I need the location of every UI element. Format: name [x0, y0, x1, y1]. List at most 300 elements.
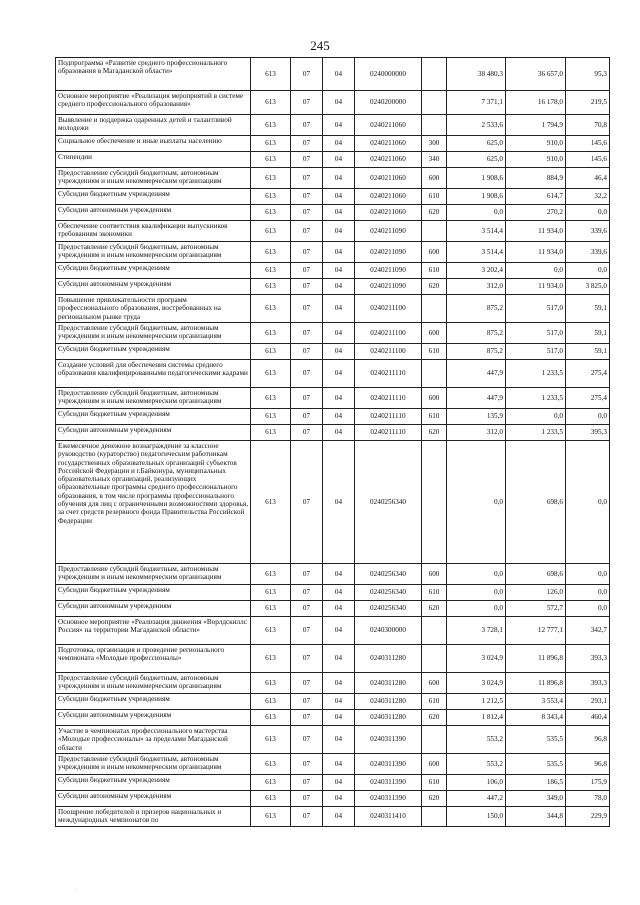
row-subsection: 04	[323, 673, 355, 694]
table-row	[56, 601, 610, 617]
row-subsection: 04	[323, 617, 355, 645]
row-value-2020: 625,0	[447, 152, 506, 168]
row-code: 613	[251, 115, 291, 136]
row-name: Субсидии автономным учреждениям	[56, 279, 251, 295]
row-name: Субсидии бюджетным учреждениям	[56, 263, 251, 279]
row-article: 0240311280	[355, 710, 422, 726]
row-section: 07	[291, 58, 323, 91]
row-section: 07	[291, 710, 323, 726]
row-code: 613	[251, 564, 291, 585]
table-row	[56, 152, 610, 168]
row-value-2021: 16 178,0	[506, 91, 566, 115]
row-value-percent: 0,0	[566, 263, 610, 279]
table-row	[56, 775, 610, 791]
row-value-percent: 275,4	[566, 388, 610, 409]
row-article: 0240211060	[355, 189, 422, 205]
row-code: 613	[251, 585, 291, 601]
row-article: 0240311390	[355, 791, 422, 807]
row-section: 07	[291, 441, 323, 564]
row-value-2020: 0,0	[447, 441, 506, 564]
row-value-percent: 175,9	[566, 775, 610, 791]
row-code: 613	[251, 388, 291, 409]
row-subsection: 04	[323, 168, 355, 189]
row-type	[422, 221, 447, 242]
row-subsection: 04	[323, 585, 355, 601]
row-code: 613	[251, 791, 291, 807]
row-code: 613	[251, 617, 291, 645]
table-row	[56, 115, 610, 136]
row-subsection: 04	[323, 360, 355, 388]
row-section: 07	[291, 694, 323, 710]
row-section: 07	[291, 168, 323, 189]
row-type: 600	[422, 754, 447, 775]
row-subsection: 04	[323, 344, 355, 360]
row-article: 0240256340	[355, 585, 422, 601]
footer-mark: .	[76, 886, 78, 892]
row-value-2020: 312,0	[447, 425, 506, 441]
row-section: 07	[291, 601, 323, 617]
row-value-2021: 0,0	[506, 409, 566, 425]
row-code: 613	[251, 58, 291, 91]
row-value-2021: 11 896,8	[506, 645, 566, 673]
row-name: Предоставление субсидий бюджетным, автономным учреждениям и иным некоммерческим организациям	[56, 242, 251, 263]
row-name: Участие в чемпионатах профессионального мастерства «Молодые профессионалы» за пределами Магаданской области	[56, 726, 251, 754]
row-article: 0240256340	[355, 601, 422, 617]
table-row	[56, 564, 610, 585]
row-value-percent: 145,6	[566, 136, 610, 152]
row-name: Субсидии автономным учреждениям	[56, 710, 251, 726]
row-value-percent: 275,4	[566, 360, 610, 388]
row-code: 613	[251, 425, 291, 441]
table-row	[56, 136, 610, 152]
row-section: 07	[291, 189, 323, 205]
row-section: 07	[291, 425, 323, 441]
row-subsection: 04	[323, 91, 355, 115]
row-article: 0240211090	[355, 279, 422, 295]
row-name: Предоставление субсидий бюджетным, автономным учреждениям и иным некоммерческим организациям	[56, 388, 251, 409]
table-row	[56, 673, 610, 694]
table-row	[56, 279, 610, 295]
row-code: 613	[251, 710, 291, 726]
row-subsection: 04	[323, 221, 355, 242]
row-value-2021: 1 233,5	[506, 425, 566, 441]
table-row	[56, 409, 610, 425]
row-article: 0240211100	[355, 323, 422, 344]
row-article: 0240211060	[355, 168, 422, 189]
row-name: Создание условий для обеспечения системы среднего образования квалифицированными педагогическими кадрами	[56, 360, 251, 388]
row-subsection: 04	[323, 242, 355, 263]
row-value-2021: 1 233,5	[506, 388, 566, 409]
row-subsection: 04	[323, 564, 355, 585]
row-value-2020: 312,0	[447, 279, 506, 295]
row-value-2021: 349,0	[506, 791, 566, 807]
row-value-2021: 12 777,1	[506, 617, 566, 645]
row-value-percent: 95,3	[566, 58, 610, 91]
row-value-2020: 0,0	[447, 601, 506, 617]
row-name: Предоставление субсидий бюджетным, автономным учреждениям и иным некоммерческим организациям	[56, 673, 251, 694]
row-value-percent: 59,1	[566, 344, 610, 360]
row-value-percent: 0,0	[566, 585, 610, 601]
row-article: 0240211110	[355, 425, 422, 441]
row-name: Субсидии бюджетным учреждениям	[56, 409, 251, 425]
row-value-2020: 0,0	[447, 564, 506, 585]
row-type: 600	[422, 168, 447, 189]
row-code: 613	[251, 242, 291, 263]
row-value-percent: 0,0	[566, 409, 610, 425]
row-subsection: 04	[323, 323, 355, 344]
row-type: 610	[422, 344, 447, 360]
row-section: 07	[291, 323, 323, 344]
table-row	[56, 58, 610, 91]
row-value-percent: 219,5	[566, 91, 610, 115]
row-name: Повышение привлекательности программ профессионального образования, востребованных на региональном рынке труда	[56, 295, 251, 323]
row-value-percent: 0,0	[566, 205, 610, 221]
row-subsection: 04	[323, 388, 355, 409]
row-value-2021: 11 934,0	[506, 221, 566, 242]
row-name: Субсидии бюджетным учреждениям	[56, 694, 251, 710]
row-name: Социальное обеспечение и иные выплаты населению	[56, 136, 251, 152]
row-value-2020: 0,0	[447, 585, 506, 601]
row-article: 0240211100	[355, 295, 422, 323]
row-subsection: 04	[323, 205, 355, 221]
row-value-2021: 1 794,9	[506, 115, 566, 136]
row-name: Предоставление субсидий бюджетным, автономным учреждениям и иным некоммерческим организациям	[56, 323, 251, 344]
row-value-2020: 875,2	[447, 323, 506, 344]
row-value-2021: 11 896,8	[506, 673, 566, 694]
row-name: Субсидии бюджетным учреждениям	[56, 344, 251, 360]
row-section: 07	[291, 775, 323, 791]
row-code: 613	[251, 189, 291, 205]
row-value-2021: 11 934,0	[506, 242, 566, 263]
row-code: 613	[251, 807, 291, 827]
row-code: 613	[251, 221, 291, 242]
row-code: 613	[251, 694, 291, 710]
row-code: 613	[251, 645, 291, 673]
row-name: Подпрограмма «Развитие среднего профессионального образования в Магаданской области»	[56, 58, 251, 91]
row-code: 613	[251, 726, 291, 754]
row-name: Субсидии автономным учреждениям	[56, 205, 251, 221]
row-article: 0240211060	[355, 205, 422, 221]
row-name: Ежемесячное денежное вознаграждение за классное руководство (кураторство) педагогическим работникам государственных образовательных организаций субъектов Российской Федерации и г.Байконура, муниципальных образовательных организаций, реализующих образовательные программы среднего профессионального образования, в том числе программы профессионального обучения для лиц с ограниченными возможностями здоровья, за счет средств резервного фонда Правительства Российской Федерации	[56, 441, 251, 564]
row-value-2020: 150,0	[447, 807, 506, 827]
row-type	[422, 360, 447, 388]
row-article: 0240211110	[355, 388, 422, 409]
table-row	[56, 585, 610, 601]
row-code: 613	[251, 263, 291, 279]
row-article: 0240311280	[355, 673, 422, 694]
row-code: 613	[251, 673, 291, 694]
row-code: 613	[251, 91, 291, 115]
row-section: 07	[291, 263, 323, 279]
row-type: 620	[422, 279, 447, 295]
row-value-2021: 614,7	[506, 189, 566, 205]
table-row	[56, 617, 610, 645]
row-value-percent: 339,6	[566, 221, 610, 242]
row-name: Субсидии автономным учреждениям	[56, 601, 251, 617]
row-article: 0240311390	[355, 775, 422, 791]
row-subsection: 04	[323, 152, 355, 168]
row-code: 613	[251, 775, 291, 791]
row-subsection: 04	[323, 601, 355, 617]
row-subsection: 04	[323, 263, 355, 279]
row-section: 07	[291, 221, 323, 242]
row-value-percent: 3 825,0	[566, 279, 610, 295]
table-row	[56, 323, 610, 344]
table-row	[56, 221, 610, 242]
row-value-2020: 3 514,4	[447, 221, 506, 242]
row-name: Предоставление субсидий бюджетным, автономным учреждениям и иным некоммерческим организациям	[56, 564, 251, 585]
row-article: 0240311280	[355, 694, 422, 710]
row-code: 613	[251, 360, 291, 388]
row-article: 0240311390	[355, 726, 422, 754]
table-row	[56, 91, 610, 115]
row-type: 600	[422, 673, 447, 694]
row-code: 613	[251, 295, 291, 323]
row-type	[422, 58, 447, 91]
row-value-2021: 910,0	[506, 136, 566, 152]
table-row	[56, 710, 610, 726]
row-type	[422, 645, 447, 673]
row-value-percent: 70,8	[566, 115, 610, 136]
row-value-2021: 11 934,0	[506, 279, 566, 295]
row-section: 07	[291, 726, 323, 754]
row-article: 0240311390	[355, 754, 422, 775]
row-section: 07	[291, 115, 323, 136]
row-article: 0240211110	[355, 409, 422, 425]
row-name: Основное мероприятие «Реализация движения «Ворлдскиллс Россия» на территории Магаданской области»	[56, 617, 251, 645]
table-row	[56, 205, 610, 221]
page-number: 245	[310, 38, 330, 53]
row-code: 613	[251, 136, 291, 152]
row-type	[422, 807, 447, 827]
table-row	[56, 754, 610, 775]
row-section: 07	[291, 152, 323, 168]
row-section: 07	[291, 344, 323, 360]
row-value-2020: 3 024,9	[447, 645, 506, 673]
row-article: 0240300000	[355, 617, 422, 645]
row-section: 07	[291, 673, 323, 694]
row-value-percent: 78,0	[566, 791, 610, 807]
row-value-2020: 447,2	[447, 791, 506, 807]
row-value-2020: 3 024,9	[447, 673, 506, 694]
row-value-percent: 229,9	[566, 807, 610, 827]
row-value-percent: 460,4	[566, 710, 610, 726]
row-value-2020: 447,9	[447, 360, 506, 388]
row-article: 0240211090	[355, 221, 422, 242]
row-name: Субсидии автономным учреждениям	[56, 791, 251, 807]
row-section: 07	[291, 136, 323, 152]
table-row	[56, 791, 610, 807]
budget-table	[55, 57, 610, 827]
row-article: 0240311410	[355, 807, 422, 827]
row-type: 600	[422, 242, 447, 263]
row-name: Подготовка, организация и проведение регионального чемпионата «Молодые профессионалы»	[56, 645, 251, 673]
table-row	[56, 189, 610, 205]
row-value-2021: 910,0	[506, 152, 566, 168]
row-type: 610	[422, 263, 447, 279]
row-value-2021: 0,0	[506, 263, 566, 279]
row-subsection: 04	[323, 279, 355, 295]
row-section: 07	[291, 279, 323, 295]
row-value-2021: 1 233,5	[506, 360, 566, 388]
row-name: Основное мероприятие «Реализация мероприятий в системе среднего профессионального образования»	[56, 91, 251, 115]
row-code: 613	[251, 168, 291, 189]
row-value-percent: 393,3	[566, 673, 610, 694]
row-value-percent: 393,3	[566, 645, 610, 673]
row-value-2020: 1 212,5	[447, 694, 506, 710]
table-row	[56, 807, 610, 827]
row-value-2020: 625,0	[447, 136, 506, 152]
row-value-percent: 339,6	[566, 242, 610, 263]
row-section: 07	[291, 91, 323, 115]
row-type: 610	[422, 585, 447, 601]
row-type	[422, 295, 447, 323]
row-value-2020: 1 908,6	[447, 168, 506, 189]
table-row	[56, 242, 610, 263]
row-type: 300	[422, 136, 447, 152]
row-value-2020: 1 812,4	[447, 710, 506, 726]
row-value-percent: 59,1	[566, 295, 610, 323]
row-type	[422, 91, 447, 115]
row-code: 613	[251, 279, 291, 295]
row-subsection: 04	[323, 754, 355, 775]
row-value-2021: 186,5	[506, 775, 566, 791]
table-row	[56, 360, 610, 388]
row-article: 0240211060	[355, 136, 422, 152]
row-value-2021: 517,0	[506, 323, 566, 344]
row-subsection: 04	[323, 694, 355, 710]
row-type: 620	[422, 710, 447, 726]
row-article: 0240211100	[355, 344, 422, 360]
row-value-2021: 270,2	[506, 205, 566, 221]
row-value-percent: 96,8	[566, 726, 610, 754]
row-value-percent: 46,4	[566, 168, 610, 189]
row-value-2021: 535,5	[506, 754, 566, 775]
row-value-2021: 36 657,0	[506, 58, 566, 91]
row-value-2021: 126,0	[506, 585, 566, 601]
row-value-2020: 553,2	[447, 726, 506, 754]
row-type: 340	[422, 152, 447, 168]
row-section: 07	[291, 388, 323, 409]
row-value-2020: 3 202,4	[447, 263, 506, 279]
row-name: Поощрение победителей и призеров национальных и международных чемпионатов по	[56, 807, 251, 827]
row-section: 07	[291, 791, 323, 807]
row-value-2021: 344,8	[506, 807, 566, 827]
row-type: 610	[422, 694, 447, 710]
row-section: 07	[291, 409, 323, 425]
row-type: 610	[422, 775, 447, 791]
row-code: 613	[251, 323, 291, 344]
table-row	[56, 441, 610, 564]
row-value-2021: 698,6	[506, 564, 566, 585]
row-value-2020: 875,2	[447, 344, 506, 360]
row-name: Стипендии	[56, 152, 251, 168]
row-value-percent: 96,8	[566, 754, 610, 775]
row-article: 0240000000	[355, 58, 422, 91]
row-section: 07	[291, 645, 323, 673]
row-type	[422, 115, 447, 136]
row-subsection: 04	[323, 807, 355, 827]
table-row	[56, 645, 610, 673]
row-type	[422, 726, 447, 754]
row-name: Предоставление субсидий бюджетным, автономным учреждениям и иным некоммерческим организациям	[56, 168, 251, 189]
row-value-percent: 293,1	[566, 694, 610, 710]
row-name: Выявление и поддержка одаренных детей и талантливой молодежи	[56, 115, 251, 136]
row-section: 07	[291, 205, 323, 221]
row-subsection: 04	[323, 136, 355, 152]
row-name: Предоставление субсидий бюджетным, автономным учреждениям и иным некоммерческим организациям	[56, 754, 251, 775]
row-value-2020: 553,2	[447, 754, 506, 775]
row-type: 600	[422, 564, 447, 585]
row-value-2020: 3 514,4	[447, 242, 506, 263]
row-subsection: 04	[323, 425, 355, 441]
row-type: 620	[422, 205, 447, 221]
row-value-2021: 572,7	[506, 601, 566, 617]
row-type: 600	[422, 388, 447, 409]
row-value-2020: 1 908,6	[447, 189, 506, 205]
row-value-2021: 3 553,4	[506, 694, 566, 710]
row-value-2021: 698,6	[506, 441, 566, 564]
row-article: 0240256340	[355, 564, 422, 585]
row-value-2021: 517,0	[506, 344, 566, 360]
row-subsection: 04	[323, 58, 355, 91]
row-article: 0240211110	[355, 360, 422, 388]
row-code: 613	[251, 441, 291, 564]
row-article: 0240211060	[355, 115, 422, 136]
row-subsection: 04	[323, 189, 355, 205]
table-row	[56, 726, 610, 754]
row-section: 07	[291, 585, 323, 601]
row-section: 07	[291, 617, 323, 645]
row-subsection: 04	[323, 775, 355, 791]
row-value-2021: 517,0	[506, 295, 566, 323]
row-section: 07	[291, 754, 323, 775]
row-name: Субсидии бюджетным учреждениям	[56, 189, 251, 205]
row-article: 0240311280	[355, 645, 422, 673]
row-type: 610	[422, 409, 447, 425]
row-article: 0240256340	[355, 441, 422, 564]
row-subsection: 04	[323, 645, 355, 673]
row-type: 610	[422, 189, 447, 205]
row-section: 07	[291, 295, 323, 323]
row-value-percent: 342,7	[566, 617, 610, 645]
row-subsection: 04	[323, 726, 355, 754]
row-value-2020: 0,0	[447, 205, 506, 221]
row-value-2020: 38 480,3	[447, 58, 506, 91]
row-name: Субсидии автономным учреждениям	[56, 425, 251, 441]
row-type	[422, 617, 447, 645]
table-row	[56, 344, 610, 360]
row-subsection: 04	[323, 441, 355, 564]
row-type: 620	[422, 601, 447, 617]
row-code: 613	[251, 205, 291, 221]
row-type: 620	[422, 791, 447, 807]
row-type: 620	[422, 425, 447, 441]
row-value-2020: 7 371,1	[447, 91, 506, 115]
row-section: 07	[291, 807, 323, 827]
row-value-percent: 145,6	[566, 152, 610, 168]
row-article: 0240200000	[355, 91, 422, 115]
row-value-2020: 135,9	[447, 409, 506, 425]
table-row	[56, 295, 610, 323]
table-body	[56, 58, 610, 827]
table-row	[56, 263, 610, 279]
row-value-percent: 0,0	[566, 441, 610, 564]
row-value-2020: 875,2	[447, 295, 506, 323]
row-article: 0240211090	[355, 263, 422, 279]
row-type	[422, 441, 447, 564]
table-row	[56, 388, 610, 409]
